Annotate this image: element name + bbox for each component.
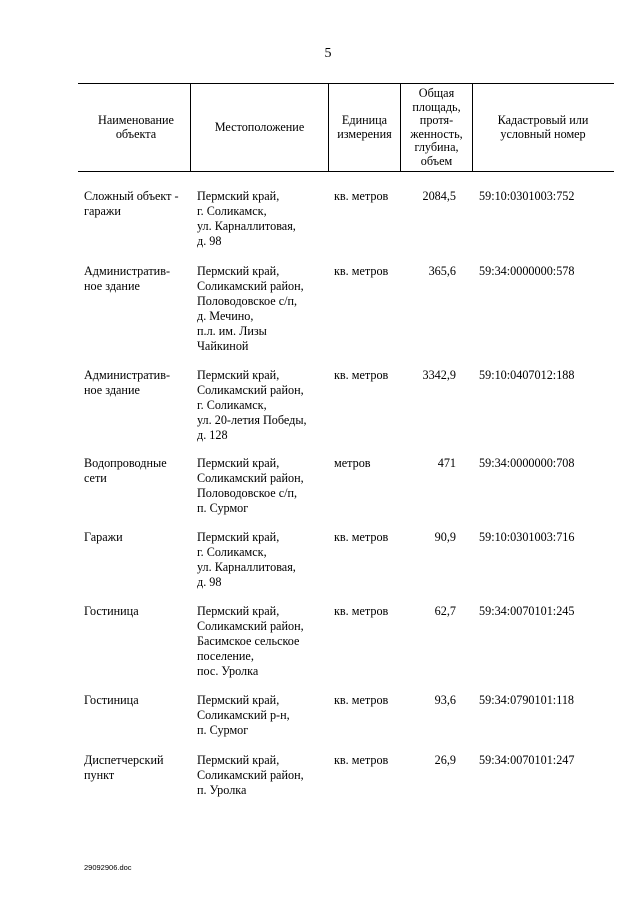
object-cadastral: 59:34:0790101:118 — [479, 693, 575, 707]
object-unit: кв. метров — [334, 693, 389, 707]
object-name: Административ-ное здание — [84, 264, 171, 293]
object-location: Пермский край, Соликамский район, п. Уролка — [197, 753, 304, 797]
object-name: Водопроводные сети — [84, 456, 167, 485]
object-location: Пермский край, г. Соликамск, ул. Карналлитовая, д. 98 — [197, 530, 296, 589]
object-cadastral: 59:34:0070101:247 — [479, 753, 575, 767]
object-name: Диспетчерский пункт — [84, 753, 164, 782]
object-location: Пермский край, Соликамский район, Половодовское с/п, п. Сурмог — [197, 456, 304, 515]
object-value: 93,6 — [434, 693, 456, 707]
object-value: 471 — [437, 456, 456, 470]
object-location: Пермский край, Соликамский район, г. Соликамск, ул. 20-летия Победы, д. 128 — [197, 368, 307, 442]
object-name: Гостиница — [84, 693, 139, 707]
table-header-rule — [78, 171, 614, 172]
object-location: Пермский край, Соликамский район, Басимское сельское поселение, пос. Уролка — [197, 604, 304, 678]
object-unit: кв. метров — [334, 530, 389, 544]
object-value: 3342,9 — [422, 368, 456, 382]
object-location: Пермский край, г. Соликамск, ул. Карналлитовая, д. 98 — [197, 189, 296, 248]
object-name: Гостиница — [84, 604, 139, 618]
object-unit: кв. метров — [334, 604, 389, 618]
object-value: 62,7 — [434, 604, 456, 618]
header-cadastral: Кадастровый или условный номер — [497, 113, 589, 141]
object-cadastral: 59:10:0301003:716 — [479, 530, 575, 544]
header-location: Местоположение — [214, 119, 305, 134]
object-cadastral: 59:10:0407012:188 — [479, 368, 575, 382]
object-unit: кв. метров — [334, 753, 389, 767]
header-name: Наименование объекта — [98, 113, 174, 141]
object-cadastral: 59:34:0000000:708 — [479, 456, 575, 470]
object-location: Пермский край, Соликамский р-н, п. Сурмог — [197, 693, 290, 737]
object-value: 26,9 — [434, 753, 456, 767]
object-cadastral: 59:10:0301003:752 — [479, 189, 575, 203]
object-value: 2084,5 — [422, 189, 456, 203]
object-unit: кв. метров — [334, 189, 389, 203]
object-cadastral: 59:34:0000000:578 — [479, 264, 575, 278]
file-name-footer: 29092906.doc — [84, 863, 132, 872]
object-unit: метров — [334, 456, 371, 470]
page-number: 5 — [324, 46, 332, 61]
header-unit: Единица измерения — [337, 113, 392, 141]
object-unit: кв. метров — [334, 264, 389, 278]
header-measure: Общая площадь, протя-женность, глубина, объем — [410, 86, 463, 168]
object-name: Гаражи — [84, 530, 123, 544]
object-value: 365,6 — [428, 264, 456, 278]
object-cadastral: 59:34:0070101:245 — [479, 604, 575, 618]
object-location: Пермский край, Соликамский район, Половодовское с/п, д. Мечино, п.л. им. Лизы Чайкиной — [197, 264, 304, 353]
object-name: Административ-ное здание — [84, 368, 171, 397]
object-value: 90,9 — [434, 530, 456, 544]
object-name: Сложный объект - гаражи — [84, 189, 179, 218]
object-unit: кв. метров — [334, 368, 389, 382]
